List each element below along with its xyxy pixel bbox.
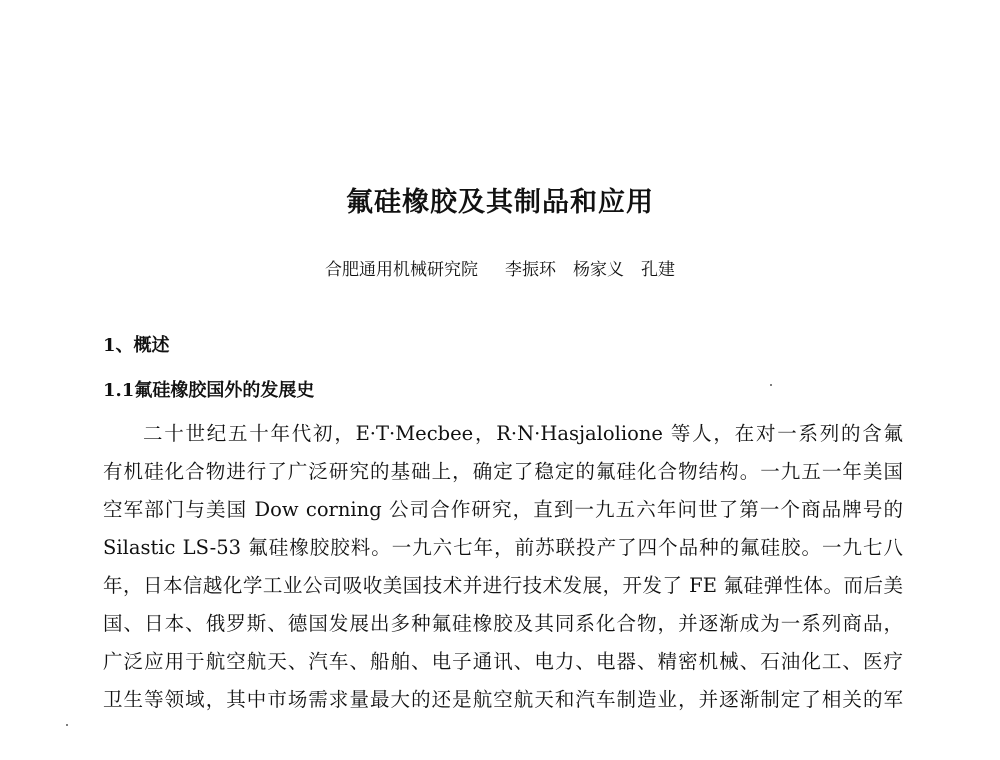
byline — [0, 255, 1000, 280]
paragraph-line: 广泛应用于航空航天、汽车、船舶、电子通讯、电力、电器、精密机械、石油化工、医疗 — [103, 650, 903, 673]
subsection-heading-history: 1.1氟硅橡胶国外的发展史 — [103, 380, 315, 401]
paragraph-line: 国、日本、俄罗斯、德国发展出多种氟硅橡胶及其同系化合物，并逐渐成为一系列商品， — [103, 612, 903, 635]
section-heading-overview: 1、概述 — [103, 335, 170, 356]
paragraph — [103, 420, 903, 724]
document-title: 氟硅橡胶及其制品和应用 — [346, 187, 654, 218]
paragraph-line: 年，日本信越化学工业公司吸收美国技术并进行技术发展，开发了 FE 氟硅弹性体。而后美 — [103, 574, 903, 597]
paragraph-line: 有机硅化合物进行了广泛研究的基础上，确定了稳定的氟硅化合物结构。一九五一年美国 — [103, 460, 903, 483]
authors: 李振环 杨家义 孔建 — [505, 260, 676, 280]
paragraph-line: 二十世纪五十年代初，E·T·Mecbee，R·N·Hasjalolione 等人，在对一系列的含氟 — [143, 422, 903, 445]
scan-speck — [770, 384, 772, 386]
paragraph-line: 空军部门与美国 Dow corning 公司合作研究，直到一九五六年问世了第一个商品牌号的 — [103, 498, 903, 521]
paragraph-line: 卫生等领域，其中市场需求量最大的还是航空航天和汽车制造业，并逐渐制定了相关的军 — [103, 688, 903, 711]
institution: 合肥通用机械研究院 — [324, 260, 478, 280]
scan-speck — [66, 724, 68, 726]
paragraph-line: Silastic LS-53 氟硅橡胶胶料。一九六七年，前苏联投产了四个品种的氟硅胶。一九七八 — [103, 536, 903, 559]
